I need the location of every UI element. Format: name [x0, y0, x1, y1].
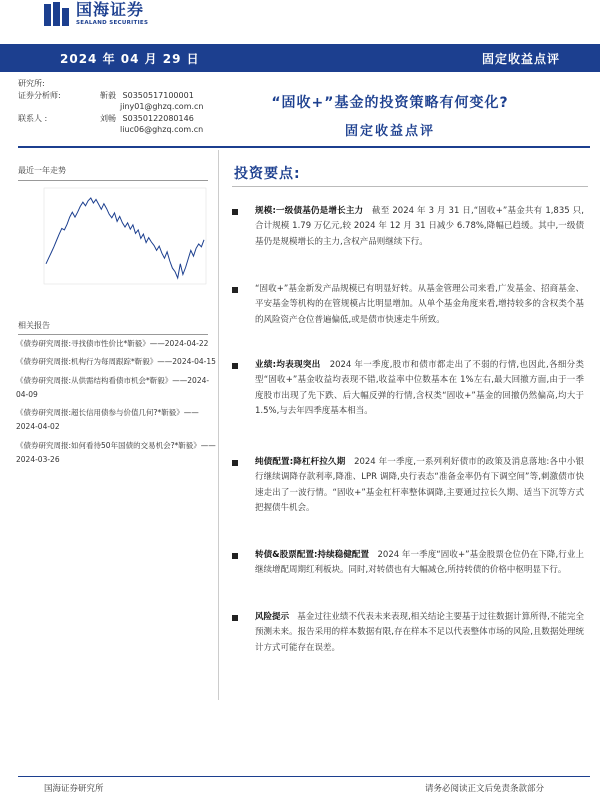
report-subtitle: 固定收益点评 — [344, 124, 435, 139]
point-convertible — [232, 548, 584, 579]
point-text: 2024 年一季度,一系列利好债市的政策及消息落地:各中小银行继续调降存款利率,降准、LPR 调降,央行表态“准备金率仍有下调空间”等,刺激债市快速走出了一波行情。“固收+”基金杠杆率整体调降,主要通过拉长久期、适当下沉等方式把握债牛机会。 — [255, 457, 585, 514]
header-divider — [18, 146, 590, 148]
related-item[interactable]: 《债券研究周报:超长信用债参与价值几何?*靳毅》——2024-04-02 — [16, 408, 199, 432]
chart-title-divider — [18, 180, 208, 181]
report-title: “固收+”基金的投资策略有何变化? — [271, 95, 509, 111]
report-date: 2024 年 04 月 29 日 — [60, 52, 200, 66]
footer-right: 请务必阅读正文后免责条款部分 — [424, 784, 544, 794]
contact-label: 联系人 : — [18, 113, 48, 123]
point-performance — [232, 358, 584, 420]
analyst-cert: S0350517100001 — [122, 90, 194, 100]
column-divider — [218, 150, 219, 700]
footer-left: 国海证券研究所 — [44, 784, 104, 794]
analyst-name: 靳毅 — [100, 90, 116, 100]
point-heading: 业绩:均表现突出 — [255, 360, 321, 370]
bullet-icon — [232, 209, 238, 215]
related-item[interactable]: 《债券研究周报:从供需结构看债市机会*靳毅》——2024-04-09 — [16, 375, 210, 399]
point-text: 2024 年一季度“固收+”基金股票仓位仍在下降,行业上继续增配周期红利板块。同时,对转债也有大幅减仓,所持转债的价格中枢明显下行。 — [255, 550, 584, 576]
trend-chart — [18, 184, 213, 300]
related-list — [16, 337, 216, 467]
related-item[interactable]: 《债券研究周报:机构行为每周跟踪*靳毅》——2024-04-15 — [16, 357, 216, 367]
point-text: 2024 年一季度,股市和债市都走出了不弱的行情,也因此,各细分类型“固收+”基金收益均表现不错,收益率中位数基本在 1%左右,最大回撤方面,由于一季度股市出现了先下跌、后大幅反弹的行情,含权类“固收+”基金的回撤仍然偏高,均大于 1.5%,与去年四季度基本相当。 — [255, 360, 584, 417]
points-divider — [232, 186, 588, 187]
point-bond — [232, 455, 584, 517]
point-risk — [232, 610, 584, 656]
contact-block — [18, 78, 204, 136]
point-heading: 规模:一级债基仍是增长主力 — [255, 206, 364, 216]
bullet-icon — [232, 460, 238, 466]
logo-cn: 国海证券 — [76, 0, 145, 19]
bullet-icon — [232, 363, 238, 369]
analyst-label: 证券分析师: — [18, 90, 61, 100]
related-item[interactable]: 《债券研究周报:如何看待50年国债的交易机会?*靳毅》——2024-03-26 — [16, 440, 216, 465]
trend-line — [46, 198, 204, 278]
points-title: 投资要点: — [234, 166, 301, 182]
point-text: 基金过往业绩不代表未来表现,相关结论主要基于过往数据计算所得,不能完全预测未来。报告采用的样本数据有限,存在样本不足以代表整体市场的风险,且数据处理统计方式可能存在误差。 — [255, 612, 584, 653]
point-heading: 转债&股票配置:持续稳健配置 — [255, 550, 370, 560]
company-logo — [44, 2, 148, 28]
logo-mark-icon — [44, 2, 70, 26]
related-divider — [18, 334, 208, 335]
report-type: 固定收益点评 — [481, 52, 560, 66]
logo-en: SEALAND SECURITIES — [76, 20, 149, 26]
chart-title: 最近一年走势 — [18, 166, 66, 175]
bullet-icon — [232, 553, 238, 559]
contact-name: 刘畅 — [100, 113, 116, 123]
research-label: 研究所: — [18, 79, 45, 88]
footer-divider — [18, 776, 590, 777]
point-heading: 风险提示 — [255, 612, 290, 622]
point-heading: 纯债配置:降杠杆拉久期 — [255, 457, 346, 467]
contact-cert: S0350122080146 — [122, 113, 194, 123]
point-newfund — [232, 282, 584, 328]
point-text: “固收+”基金新发产品规模已有明显好转。从基金管理公司来看,广发基金、招商基金、平安基金等机构的在管规模占比明显增加。从单个基金角度来看,增持较多的含权类个基的风险资产仓位普遍偏低,或是债市快速走牛所致。 — [255, 284, 584, 325]
analyst-email[interactable]: jiny01@ghzq.com.cn — [120, 102, 204, 111]
bullet-icon — [232, 615, 238, 621]
bullet-icon — [232, 287, 238, 293]
related-item[interactable]: 《债券研究周报:寻找债市性价比*靳毅》——2024-04-22 — [16, 339, 209, 348]
point-text: 截至 2024 年 3 月 31 日,“固收+”基金共有 1,835 只,合计规模 1.79 万亿元,较 2024 年 12 月 31 日减少 6.78%,降幅已趋缓。其中,一级债基仍是规模增长的主力,含权产品则继续下行。 — [255, 206, 585, 247]
contact-email[interactable]: liuc06@ghzq.com.cn — [120, 125, 204, 134]
header-bar — [0, 44, 600, 72]
point-scale — [232, 204, 584, 250]
related-title: 相关报告 — [18, 321, 50, 330]
